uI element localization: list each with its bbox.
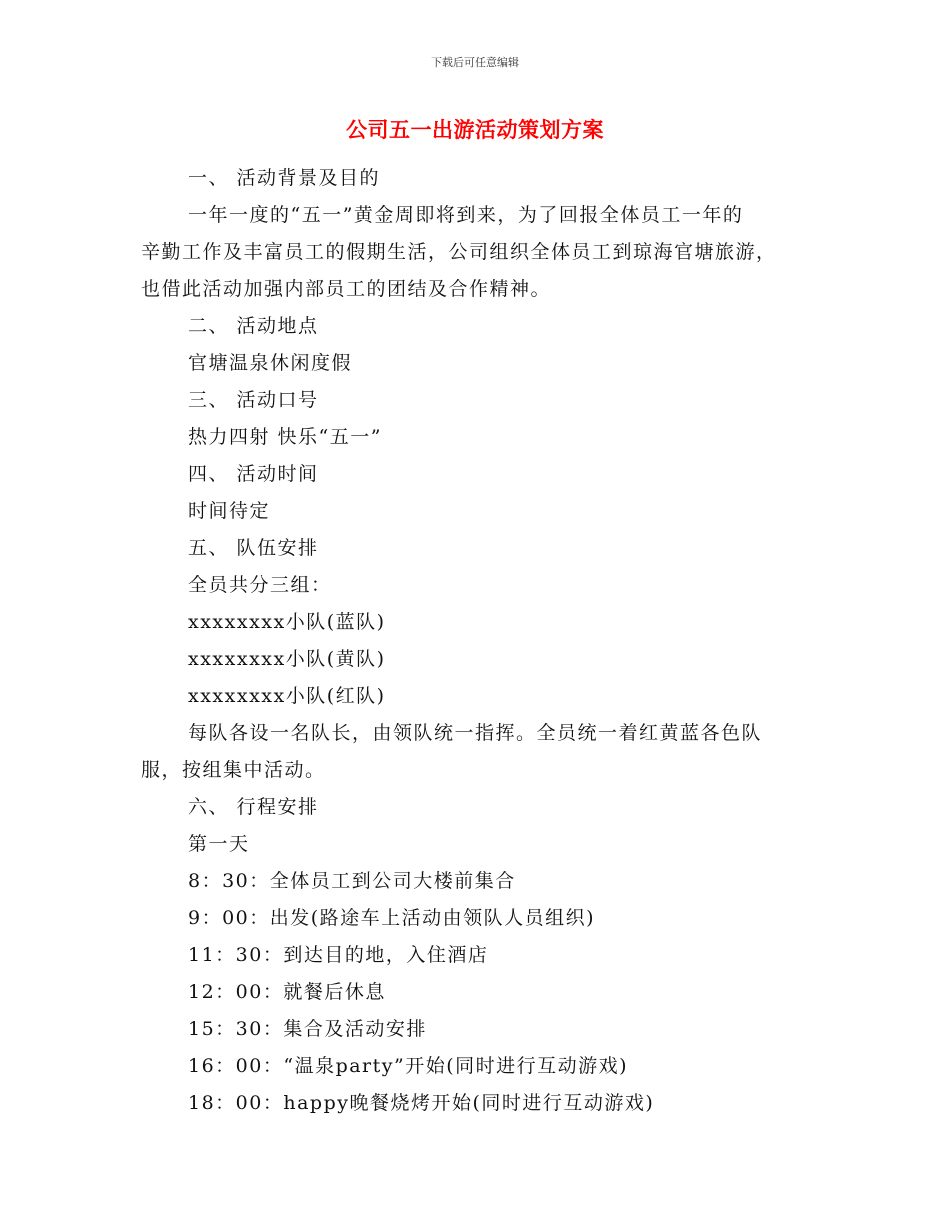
body-line: 一、 活动背景及目的 <box>188 167 381 189</box>
document-body <box>141 160 811 1122</box>
body-line: 也借此活动加强内部员工的团结及合作精神。 <box>141 278 552 300</box>
body-line: 热力四射 快乐“五一” <box>188 426 382 448</box>
body-line: 二、 活动地点 <box>188 315 319 337</box>
document-title: 公司五一出游活动策划方案 <box>346 118 604 142</box>
body-line: 辛勤工作及丰富员工的假期生活，公司组织全体员工到琼海官塘旅游， <box>141 241 777 263</box>
body-line: 服，按组集中活动。 <box>141 759 326 781</box>
body-line: 一年一度的“五一”黄金周即将到来，为了回报全体员工一年的 <box>188 204 744 226</box>
body-line: 9：00：出发(路途车上活动由领队人员组织) <box>188 907 596 929</box>
body-line: 六、 行程安排 <box>188 796 319 818</box>
body-line: 15：30：集合及活动安排 <box>188 1018 427 1040</box>
body-line: 8：30：全体员工到公司大楼前集合 <box>188 870 516 892</box>
body-line: 16：00：“温泉party”开始(同时进行互动游戏) <box>188 1055 629 1077</box>
header-note: 下载后可任意编辑 <box>431 56 519 69</box>
body-line: xxxxxxxx小队(蓝队) <box>188 611 386 633</box>
body-line: xxxxxxxx小队(红队) <box>188 685 386 707</box>
body-line: 第一天 <box>188 833 250 855</box>
body-line: 11：30：到达目的地，入住酒店 <box>188 944 489 966</box>
body-line: 三、 活动口号 <box>188 389 319 411</box>
body-line: 18：00：happy晚餐烧烤开始(同时进行互动游戏) <box>188 1092 655 1114</box>
body-line: 时间待定 <box>188 500 271 522</box>
body-line: 每队各设一名队长，由领队统一指挥。全员统一着红黄蓝各色队 <box>188 722 763 744</box>
body-line: 全员共分三组： <box>188 574 332 596</box>
body-line: 五、 队伍安排 <box>188 537 319 559</box>
body-line: xxxxxxxx小队(黄队) <box>188 648 386 670</box>
body-line: 四、 活动时间 <box>188 463 319 485</box>
body-line: 官塘温泉休闲度假 <box>188 352 353 374</box>
body-line: 12：00：就餐后休息 <box>188 981 386 1003</box>
